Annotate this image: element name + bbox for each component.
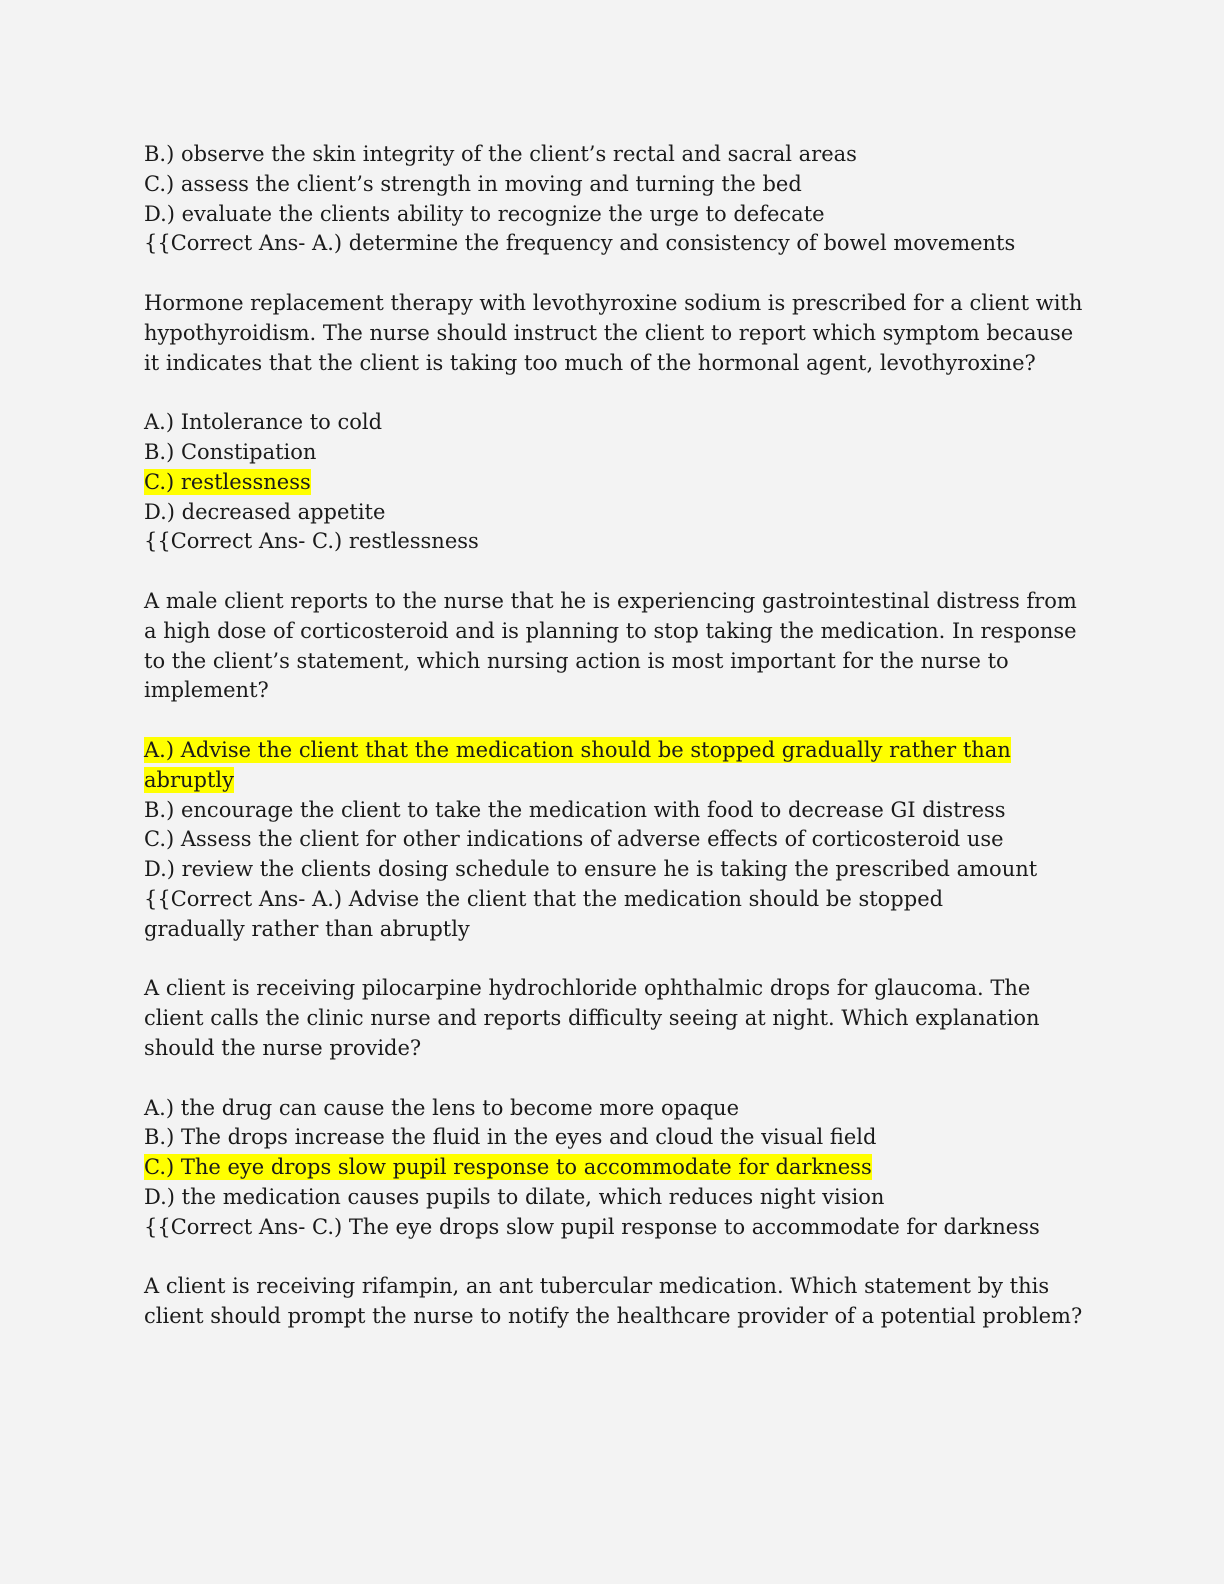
- option-line: [144, 1183, 1094, 1213]
- question-text: A male client reports to the nurse that he is experiencing gastrointestinal distress from a high dose of corticosteroid and is planning to stop taking the medication. In response to the client’s statement, which nursing action is most important for the nurse to implement?: [144, 588, 1077, 703]
- option-line: [144, 825, 1094, 855]
- answer-options: [144, 736, 1094, 945]
- option-line: [144, 498, 1094, 528]
- option-line-highlighted: [144, 468, 1094, 498]
- correct-answer-text: {{Correct Ans- A.) determine the frequency and consistency of bowel movements: [144, 231, 1016, 256]
- option-text: B.) Constipation: [144, 439, 317, 464]
- document-page: [144, 140, 1094, 1362]
- option-line: [144, 796, 1094, 826]
- question-text: A client is receiving rifampin, an ant tubercular medication. Which statement by this client should prompt the nurse to notify the healthcare provider of a potential problem?: [144, 1274, 1083, 1329]
- correct-answer-text: {{Correct Ans- C.) The eye drops slow pupil response to accommodate for darkness: [144, 1214, 1040, 1239]
- option-text: A.) the drug can cause the lens to become more opaque: [144, 1095, 740, 1120]
- answer-options: [144, 140, 1094, 259]
- option-line: [144, 1094, 1094, 1124]
- option-line-highlighted: [144, 736, 1014, 796]
- option-text: D.) decreased appetite: [144, 499, 386, 524]
- option-text: C.) Assess the client for other indications of adverse effects of corticosteroid use: [144, 827, 1004, 852]
- correct-answer-text: {{Correct Ans- A.) Advise the client that the medication should be stopped gradually rather than abruptly: [144, 886, 944, 941]
- option-text: D.) evaluate the clients ability to recognize the urge to defecate: [144, 201, 825, 226]
- highlighted-option-text: A.) Advise the client that the medication should be stopped gradually rather than abruptly: [144, 737, 1011, 792]
- option-line-highlighted: [144, 1153, 1094, 1183]
- question-text: A client is receiving pilocarpine hydrochloride ophthalmic drops for glaucoma. The client calls the clinic nurse and reports difficulty seeing at night. Which explanation should the nurse provide?: [144, 976, 1040, 1060]
- option-text: C.) assess the client’s strength in moving and turning the bed: [144, 171, 802, 196]
- question-paragraph: [144, 587, 1094, 706]
- question-paragraph: [144, 974, 1094, 1063]
- option-text: D.) the medication causes pupils to dilate, which reduces night vision: [144, 1184, 885, 1209]
- answer-options: [144, 1094, 1094, 1243]
- correct-answer-line: [144, 229, 1094, 259]
- option-text: A.) Intolerance to cold: [144, 410, 383, 435]
- option-text: B.) observe the skin integrity of the client’s rectal and sacral areas: [144, 142, 857, 166]
- option-line: [144, 170, 1094, 200]
- correct-answer-line: [144, 885, 1044, 945]
- option-text: D.) review the clients dosing schedule to ensure he is taking the prescribed amount: [144, 857, 1038, 882]
- highlighted-option-text: C.) restlessness: [144, 469, 311, 494]
- option-line: [144, 855, 1094, 885]
- option-line: [144, 1123, 1094, 1153]
- correct-answer-line: [144, 1213, 1094, 1243]
- question-paragraph: [144, 289, 1094, 378]
- option-line: [144, 200, 1094, 230]
- question-text: Hormone replacement therapy with levothyroxine sodium is prescribed for a client with hypothyroidism. The nurse should instruct the client to report which symptom because it indicates that the client is taking too much of the hormonal agent, levothyroxine?: [144, 290, 1083, 375]
- option-text: B.) encourage the client to take the medication with food to decrease GI distress: [144, 797, 1006, 822]
- correct-answer-line: [144, 527, 1094, 557]
- option-line: [144, 408, 1094, 438]
- correct-answer-text: {{Correct Ans- C.) restlessness: [144, 529, 479, 554]
- answer-options: [144, 408, 1094, 557]
- highlighted-option-text: C.) The eye drops slow pupil response to accommodate for darkness: [144, 1155, 872, 1180]
- option-text: B.) The drops increase the fluid in the eyes and cloud the visual field: [144, 1125, 877, 1150]
- option-line: [144, 438, 1094, 468]
- question-paragraph: [144, 1272, 1094, 1332]
- option-line: [144, 140, 1094, 170]
